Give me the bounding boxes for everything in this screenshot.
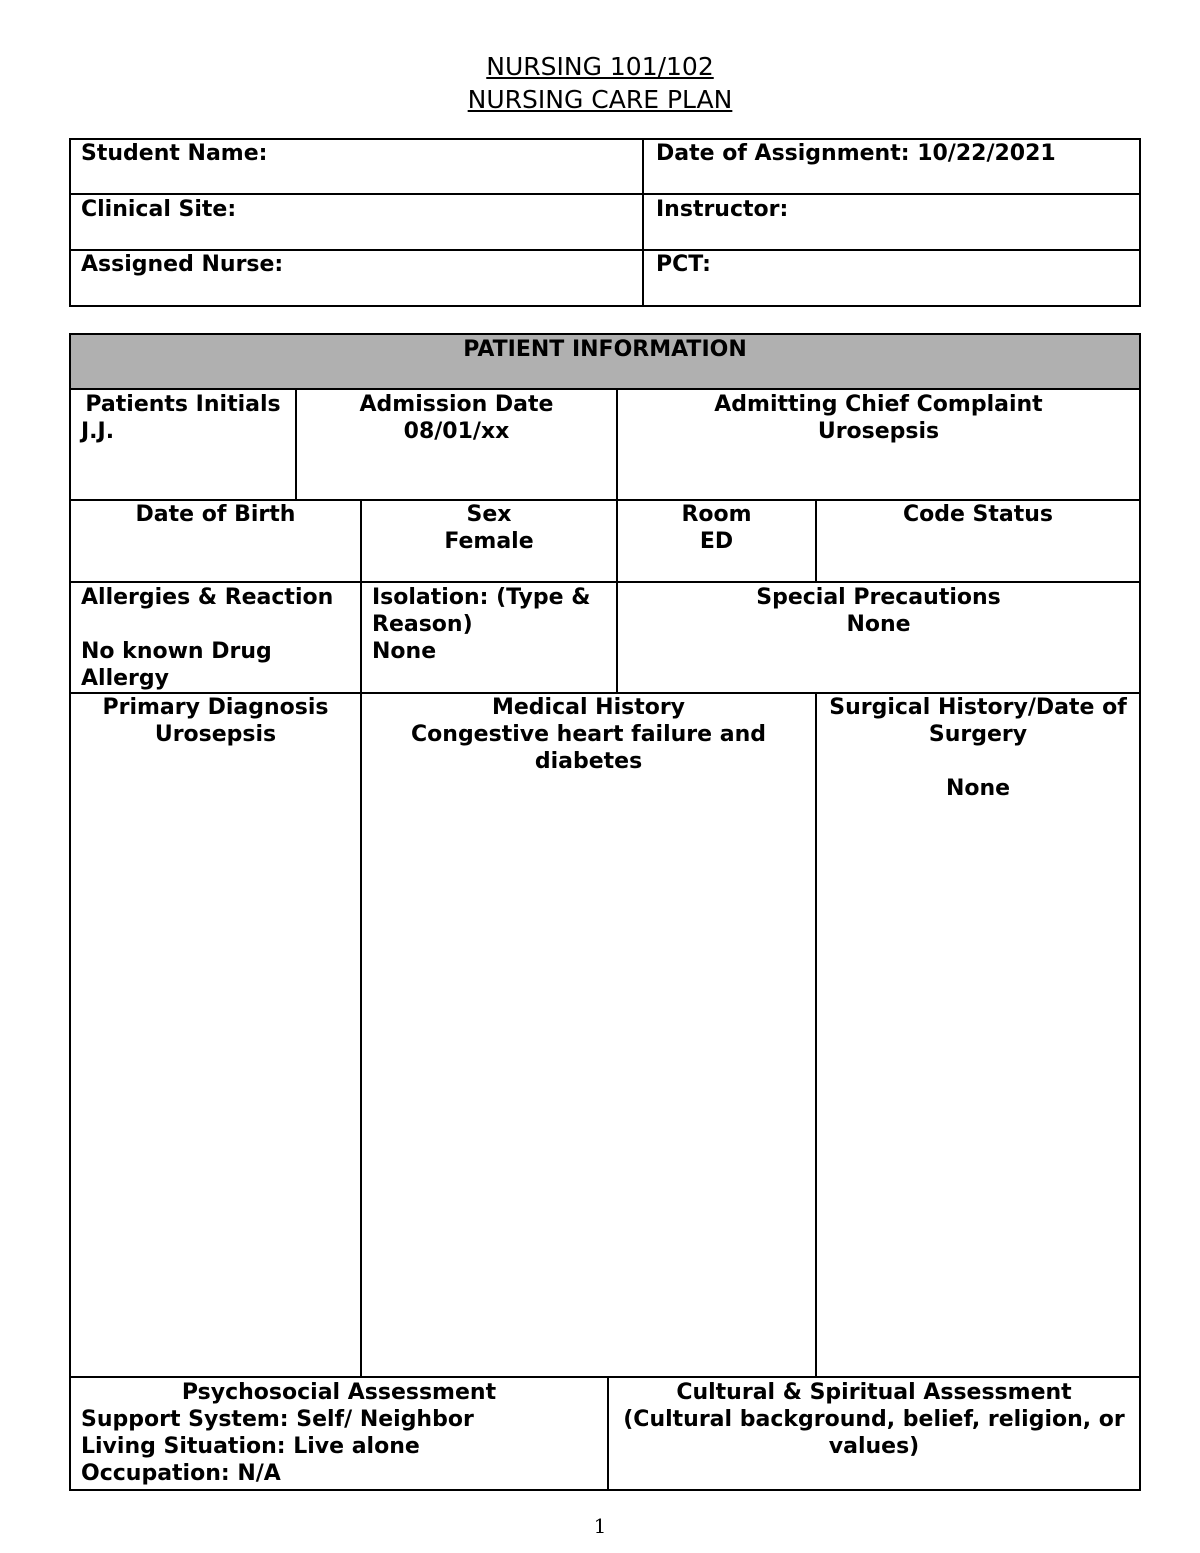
page-number: 1 xyxy=(593,1514,607,1538)
row-divider xyxy=(69,1376,1141,1378)
sex-label: Sex xyxy=(466,502,512,527)
psychosocial-cell[interactable] xyxy=(71,1379,607,1487)
pct-field[interactable] xyxy=(646,251,1139,278)
instructor-label: Instructor: xyxy=(656,197,789,222)
assignment-row-divider xyxy=(69,193,1141,195)
chief-complaint-value: Urosepsis xyxy=(817,419,940,444)
psychosocial-label: Psychosocial Assessment xyxy=(181,1380,497,1405)
instructor-field[interactable] xyxy=(646,196,1139,223)
support-system: Support System: Self/ Neighbor xyxy=(81,1407,474,1432)
primary-diagnosis-label: Primary Diagnosis xyxy=(102,695,329,720)
occupation: Occupation: N/A xyxy=(81,1461,281,1486)
date-of-birth-label: Date of Birth xyxy=(135,502,296,527)
course-title: NURSING 101/102 xyxy=(486,52,714,81)
assignment-col-divider xyxy=(642,138,644,307)
cultural-spiritual-hint: (Cultural background, belief, religion, or values) xyxy=(623,1407,1133,1459)
room-value: ED xyxy=(699,529,734,554)
cultural-spiritual-cell[interactable] xyxy=(609,1379,1139,1460)
date-of-birth-cell[interactable] xyxy=(71,501,360,528)
special-precautions-cell[interactable] xyxy=(618,584,1139,638)
allergies-value: No known Drug Allergy xyxy=(81,639,280,691)
medical-history-value: Congestive heart failure and diabetes xyxy=(411,722,774,774)
medical-history-label: Medical History xyxy=(491,695,686,720)
clinical-site-label: Clinical Site: xyxy=(81,197,237,222)
assigned-nurse-label: Assigned Nurse: xyxy=(81,252,284,277)
student-name-field[interactable] xyxy=(71,140,642,167)
student-name-label: Student Name: xyxy=(81,141,268,166)
initials-cell[interactable] xyxy=(71,391,295,445)
allergies-label: Allergies & Reaction xyxy=(81,585,334,610)
clinical-site-field[interactable] xyxy=(71,196,642,223)
date-of-assignment-field[interactable] xyxy=(646,140,1139,167)
chief-complaint-cell[interactable] xyxy=(618,391,1139,445)
sex-value: Female xyxy=(444,529,534,554)
assigned-nurse-field[interactable] xyxy=(71,251,642,278)
room-cell[interactable] xyxy=(618,501,815,555)
special-precautions-value: None xyxy=(846,612,911,637)
initials-value: J.J. xyxy=(81,419,115,444)
admission-date-value: 08/01/xx xyxy=(403,419,510,444)
surgical-history-label: Surgical History/Date of Surgery xyxy=(829,695,1135,747)
patient-info-heading: PATIENT INFORMATION xyxy=(463,337,747,362)
cultural-spiritual-label: Cultural & Spiritual Assessment xyxy=(676,1380,1072,1405)
medical-history-cell[interactable] xyxy=(362,694,815,775)
surgical-history-value: None xyxy=(945,776,1011,801)
row-divider xyxy=(69,388,1141,390)
code-status-cell[interactable] xyxy=(817,501,1139,528)
sex-cell[interactable] xyxy=(362,501,616,555)
isolation-label: Isolation: (Type & Reason) xyxy=(372,585,599,637)
primary-diagnosis-cell[interactable] xyxy=(71,694,360,748)
living-situation: Living Situation: Live alone xyxy=(81,1434,420,1459)
admission-date-label: Admission Date xyxy=(359,392,554,417)
isolation-cell[interactable] xyxy=(362,584,616,665)
room-label: Room xyxy=(681,502,752,527)
admission-date-cell[interactable] xyxy=(297,391,616,445)
code-status-label: Code Status xyxy=(902,502,1054,527)
document-title: NURSING CARE PLAN xyxy=(467,85,733,114)
special-precautions-label: Special Precautions xyxy=(756,585,1001,610)
initials-label: Patients Initials xyxy=(85,392,281,417)
allergies-cell[interactable] xyxy=(71,584,360,692)
primary-diagnosis-value: Urosepsis xyxy=(154,722,277,747)
date-of-assignment-label: Date of Assignment: 10/22/2021 xyxy=(656,141,1056,166)
isolation-value: None xyxy=(372,639,437,664)
surgical-history-cell[interactable] xyxy=(817,694,1139,802)
row-divider xyxy=(69,581,1141,583)
pct-label: PCT: xyxy=(656,252,711,277)
chief-complaint-label: Admitting Chief Complaint xyxy=(714,392,1043,417)
